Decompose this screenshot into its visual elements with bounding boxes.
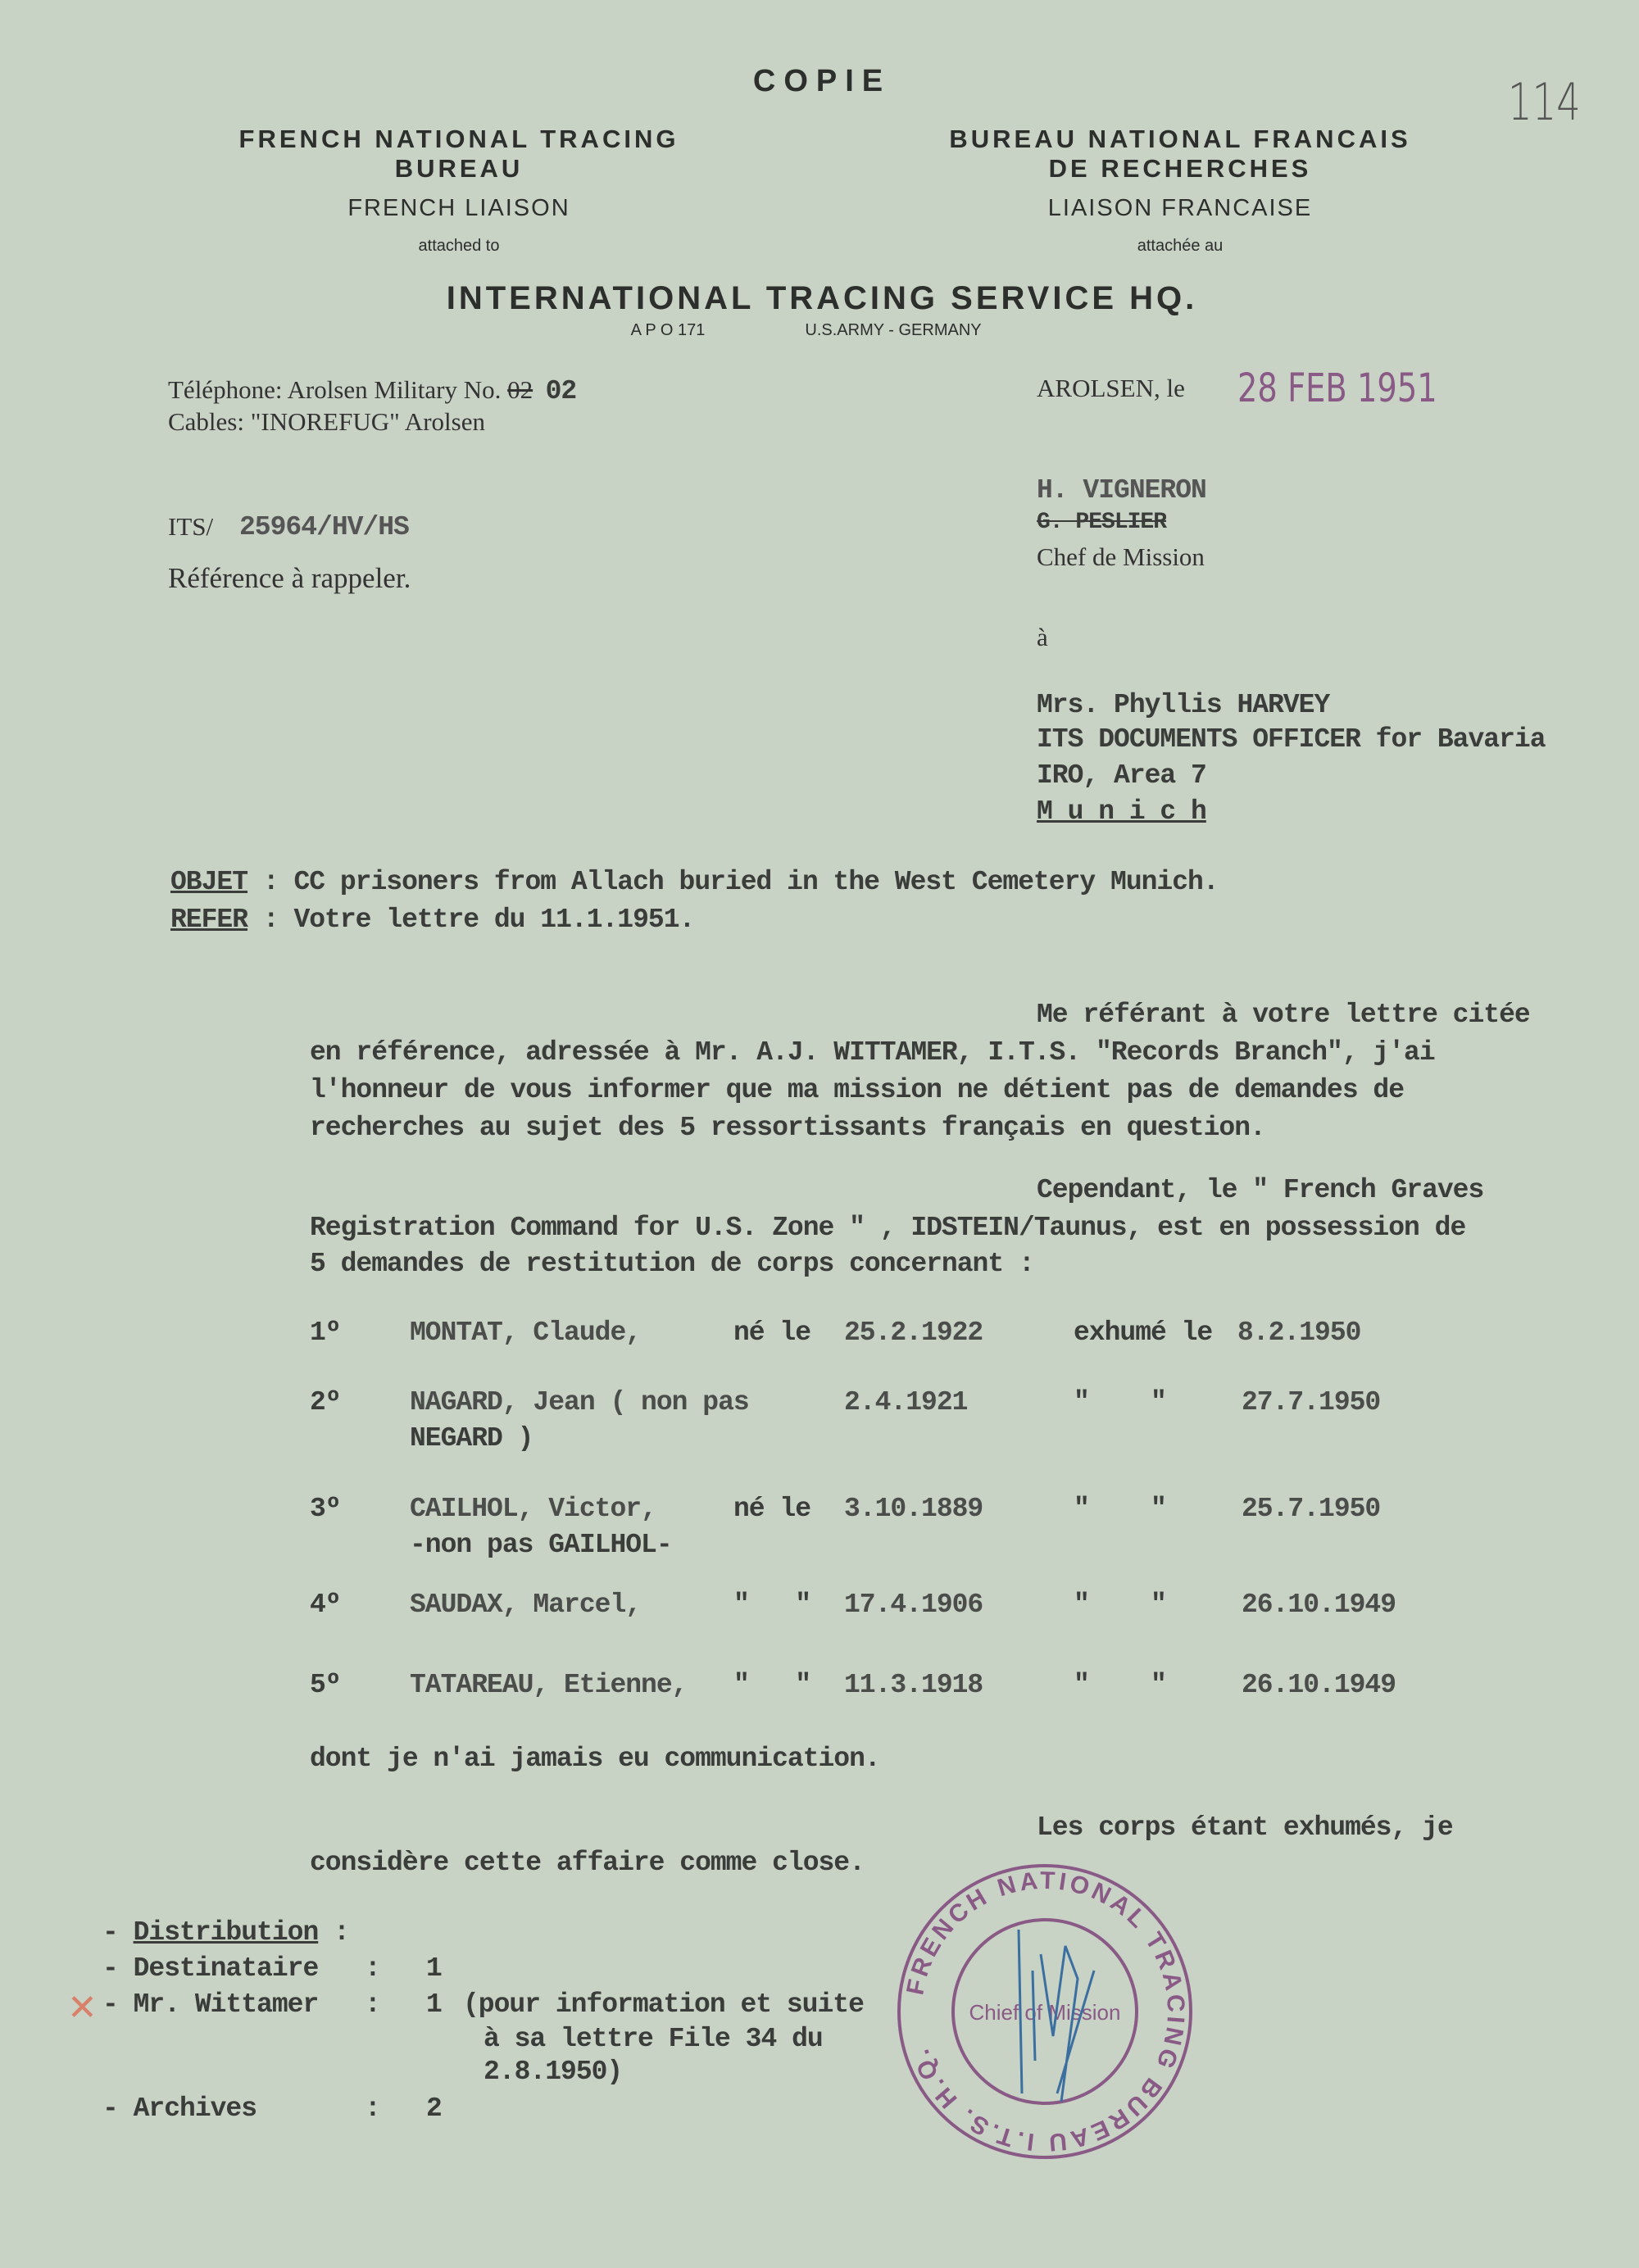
- telephone-struck: 02: [507, 375, 533, 404]
- recipient-line: IRO, Area 7: [1037, 760, 1206, 791]
- list-item-exh: 27.7.1950: [1242, 1387, 1381, 1418]
- list-item-exh-label: " ": [1074, 1590, 1166, 1620]
- sender-name: H. VIGNERON: [1037, 475, 1206, 506]
- list-item-note: -non pas GAILHOL-: [410, 1530, 672, 1560]
- body-line: Registration Command for U.S. Zone " , IDSTEIN/Taunus, est en possession de: [310, 1213, 1466, 1243]
- letterhead-right-line1: BUREAU NATIONAL FRANCAIS: [949, 125, 1411, 153]
- list-item-exh-label: " ": [1074, 1387, 1166, 1418]
- list-item-note: NEGARD ): [410, 1423, 533, 1454]
- body-line: Me référant à votre lettre citée: [1037, 1000, 1530, 1030]
- colon: :: [365, 1953, 380, 1984]
- distribution-label: Destinataire: [133, 1953, 319, 1984]
- list-item-num: 5º: [310, 1670, 341, 1700]
- dash: -: [102, 1953, 134, 1984]
- body-line: recherches au sujet des 5 ressortissants français en question.: [310, 1113, 1265, 1143]
- distribution-note: (pour information et suite: [463, 1989, 864, 2020]
- subject-refer: [170, 905, 694, 935]
- telephone-number: 02: [545, 376, 577, 406]
- list-item-name: CAILHOL, Victor,: [410, 1494, 656, 1524]
- recipient-line: ITS DOCUMENTS OFFICER for Bavaria: [1037, 724, 1546, 755]
- distribution-row-value: 2: [426, 2093, 442, 2124]
- dash: -: [102, 2093, 134, 2124]
- list-item-born: 3.10.1889: [844, 1494, 983, 1524]
- list-item-born: 25.2.1922: [844, 1318, 983, 1348]
- letterhead-left-line1: FRENCH NATIONAL TRACING: [238, 125, 679, 153]
- list-item-num: 1º: [310, 1318, 341, 1348]
- to-label: à: [1037, 623, 1048, 651]
- list-item-num: 4º: [310, 1590, 341, 1620]
- date-stamp: 28 FEB 1951: [1237, 365, 1437, 411]
- distribution-row-label: [102, 1989, 318, 2020]
- list-item-exh: 26.10.1949: [1242, 1590, 1396, 1620]
- objet-text: : CC prisoners from Allach buried in the West Cemetery Munich.: [247, 867, 1219, 897]
- list-item-num: 2º: [310, 1387, 341, 1418]
- list-item-exh-label: exhumé le: [1074, 1318, 1213, 1348]
- list-item-name: TATAREAU, Etienne,: [410, 1670, 688, 1700]
- distribution-label: Mr. Wittamer: [133, 1989, 319, 2020]
- list-item-born-label: né le: [733, 1494, 811, 1524]
- list-item-exh-label: " ": [1074, 1670, 1166, 1700]
- letterhead-left-line3: FRENCH LIAISON: [347, 195, 570, 221]
- body-line: Les corps étant exhumés, je: [1037, 1812, 1453, 1843]
- telephone-label: Téléphone: Arolsen Military No.: [168, 375, 502, 404]
- list-item-exh: 8.2.1950: [1237, 1318, 1361, 1348]
- list-item-born: 17.4.1906: [844, 1590, 983, 1620]
- telephone: [168, 375, 576, 406]
- letterhead-left-line2: BUREAU: [394, 154, 524, 183]
- letterhead-right-line3: LIAISON FRANCAISE: [1047, 195, 1313, 221]
- letterhead-right-line2: DE RECHERCHES: [1048, 154, 1312, 183]
- colon: :: [334, 1917, 349, 1948]
- list-item-exh-label: " ": [1074, 1494, 1166, 1524]
- copie-label: COPIE: [752, 64, 892, 98]
- list-item-born: 2.4.1921: [844, 1387, 968, 1418]
- list-item-born-label: " ": [733, 1670, 811, 1700]
- refer-label: REFER: [170, 905, 248, 935]
- letterhead-left-line4: attached to: [418, 237, 500, 255]
- distribution-row-label: [102, 1953, 318, 1984]
- distribution-label: Distribution: [133, 1917, 319, 1948]
- body-line: en référence, adressée à Mr. A.J. WITTAMER, I.T.S. "Records Branch", j'ai: [310, 1037, 1435, 1068]
- distribution-title: - Distribution :: [102, 1917, 349, 1948]
- subject-objet: [170, 867, 1219, 897]
- list-item-born-label: " ": [733, 1590, 811, 1620]
- body-line: considère cette affaire comme close.: [310, 1848, 865, 1878]
- distribution-row-value: 1: [426, 1953, 442, 1984]
- list-item-name: SAUDAX, Marcel,: [410, 1590, 642, 1620]
- stamp-center-text: Chief of Mission: [969, 2000, 1121, 2025]
- distribution-label: Archives: [133, 2093, 257, 2124]
- distribution-row-label: [102, 2093, 257, 2124]
- cables: Cables: "INOREFUG" Arolsen: [168, 407, 485, 436]
- sender-struck: G. PESLIER: [1037, 510, 1167, 535]
- body-line: 5 demandes de restitution de corps concernant :: [310, 1249, 1034, 1279]
- letterhead-right-line4: attachée au: [1137, 237, 1224, 255]
- body-line: l'honneur de vous informer que ma mission ne détient pas de demandes de: [310, 1075, 1405, 1105]
- cross-mark-icon: ✕: [67, 1987, 98, 2029]
- recipient-city: M u n i c h: [1037, 796, 1206, 827]
- list-item-exh: 25.7.1950: [1242, 1494, 1381, 1524]
- ref-note: Référence à rappeler.: [168, 562, 411, 594]
- refer-text: : Votre lettre du 11.1.1951.: [247, 905, 695, 935]
- list-item-name: MONTAT, Claude,: [410, 1318, 642, 1348]
- distribution-row-value: 1: [426, 1989, 442, 2020]
- ref-prefix: ITS/: [168, 512, 214, 541]
- dash: -: [102, 1989, 134, 2020]
- page-number: 114: [1508, 72, 1581, 132]
- body-line: dont je n'ai jamais eu communication.: [310, 1744, 880, 1774]
- stamp-ring-text: FRENCH NATIONAL TRACING BUREAU I.T.S. H.Q.: [901, 1867, 1190, 2157]
- list-item-exh: 26.10.1949: [1242, 1670, 1396, 1700]
- hq-title: INTERNATIONAL TRACING SERVICE HQ.: [446, 280, 1198, 316]
- list-item-born-label: né le: [733, 1318, 811, 1348]
- colon: :: [365, 1989, 380, 2020]
- official-stamp: [889, 1856, 1201, 2167]
- list-item-num: 3º: [310, 1494, 341, 1524]
- colon: :: [365, 2093, 380, 2124]
- distribution-note: à sa lettre File 34 du: [484, 2024, 823, 2054]
- apo: A P O 171: [630, 321, 706, 339]
- army: U.S.ARMY - GERMANY: [805, 321, 982, 339]
- list-item-born: 11.3.1918: [844, 1670, 983, 1700]
- place: AROLSEN, le: [1037, 374, 1185, 402]
- objet-label: OBJET: [170, 867, 248, 897]
- list-item-name: NAGARD, Jean ( non pas: [410, 1387, 749, 1418]
- distribution-note: 2.8.1950): [484, 2057, 623, 2087]
- ref-number: 25964/HV/HS: [239, 512, 409, 542]
- body-line: Cependant, le " French Graves: [1037, 1175, 1484, 1205]
- recipient-line: Mrs. Phyllis HARVEY: [1037, 690, 1330, 720]
- sender-title: Chef de Mission: [1037, 542, 1205, 571]
